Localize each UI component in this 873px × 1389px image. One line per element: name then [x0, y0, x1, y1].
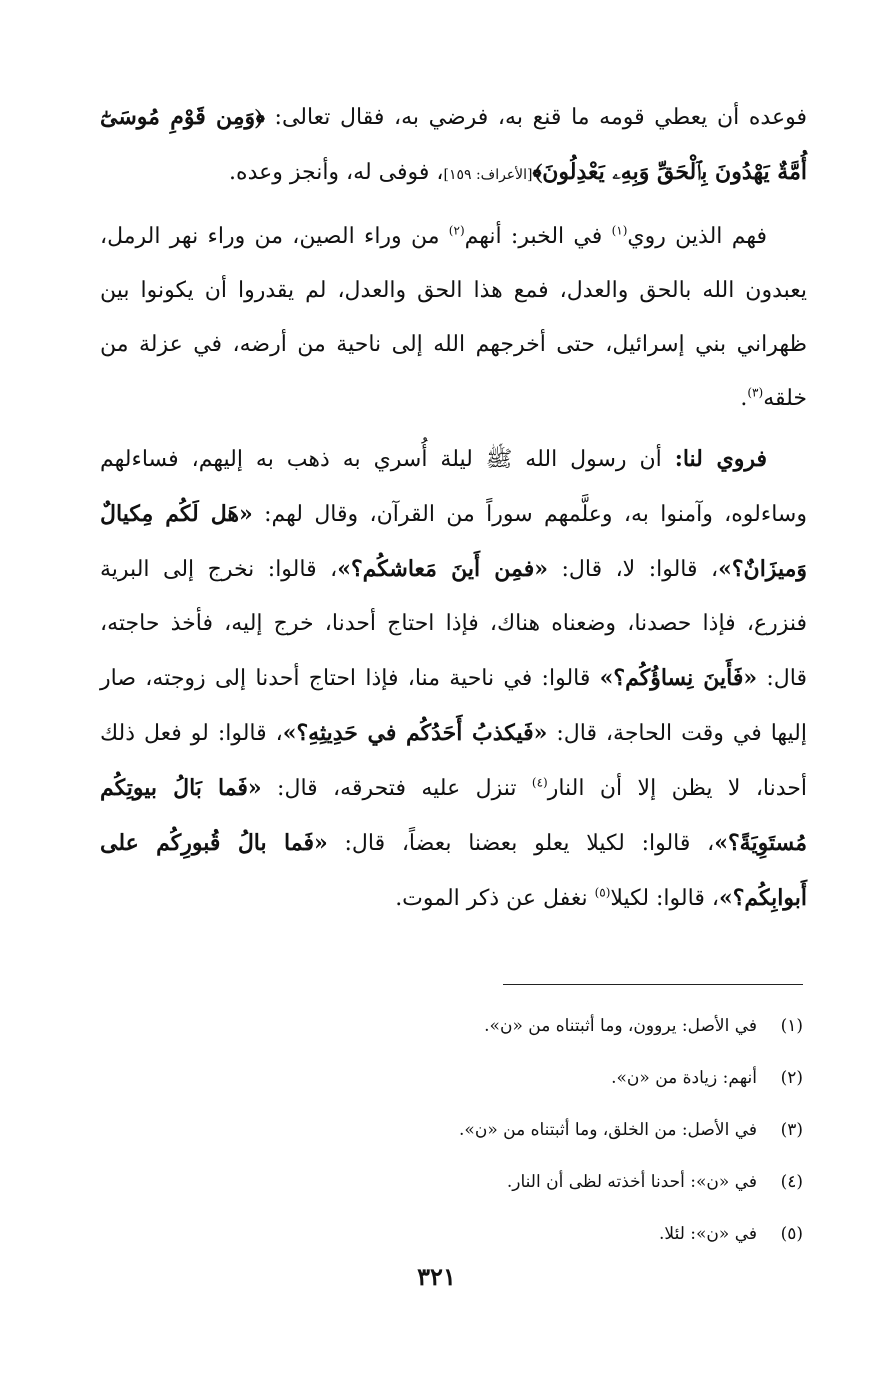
- footnote-1: [100, 1000, 803, 1052]
- paragraph-3-text-d: قالوا: في ناحية منا، فإذا احتاج أحدنا إلى زوجته، صار إليها في وقت الحاجة، قال:: [100, 666, 807, 746]
- paragraph-2-end: .: [740, 386, 748, 411]
- hadith-quote-2: «فمِن أَينَ مَعاشكُم؟»: [337, 556, 548, 582]
- paragraph-1-end: ، فوفى له، وأنجز وعده.: [229, 160, 444, 185]
- hadith-quote-4: «فَيكذبُ أَحَدُكُم في حَدِيثِهِ؟»: [282, 720, 548, 746]
- paragraph-2-text-c: من وراء الصين، من وراء نهر الرمل، يعبدون الله بالحق والعدل، فمع هذا الحق والعدل، لم يقدروا أن يكونوا بين ظهراني بني إسرائيل، حتى أخرجهم الله إلى ناحية من أرضه، في عزلة من خلقه: [100, 224, 807, 411]
- paragraph-3-text-b: ، قالوا: لا، قال:: [547, 557, 719, 582]
- hadith-quote-1: «هَل لَكُم مِكيالٌ وَميزَانٌ؟»: [100, 501, 807, 582]
- paragraph-3-text-h: ، قالوا: لكيلا: [610, 886, 719, 911]
- footnote-separator: [503, 984, 803, 985]
- paragraph-3-text-e: ، قالوا: لو فعل ذلك أحدنا، لا يظن إلا أن النار: [100, 721, 808, 801]
- footnote-marker-4: (٤): [531, 775, 548, 790]
- footnote-5: [100, 1208, 803, 1260]
- hadith-quote-5: «فَما بَالُ بيوتِكُم مُستَوِيَةً؟»: [100, 775, 807, 856]
- paragraph-3-end: نغفل عن ذكر الموت.: [395, 886, 595, 911]
- footnote-3: [100, 1104, 803, 1156]
- paragraph-2-text-b: في الخبر: أنهم: [464, 224, 612, 249]
- paragraph-3-text-a: أن رسول الله ﷺ ليلة أُسري به ذهب به إليهم، فساءلهم وساءلوه، وآمنوا به، وعلَّمهم سوراً من القرآن، وقال لهم:: [100, 447, 807, 527]
- footnote-number: (٤): [780, 1172, 803, 1192]
- hadith-quote-6: «فَما بالُ قُبورِكُم على أَبوابِكُم؟»: [100, 830, 807, 911]
- footnote-2: [100, 1052, 803, 1104]
- footnote-text: في الأصل: من الخلق، وما أثبتناه من «ن».: [459, 1120, 757, 1140]
- paragraph-3-text-g: ، قالوا: لكيلا يعلو بعضنا بعضاً، قال:: [327, 831, 715, 856]
- footnotes-list: [100, 1000, 803, 1260]
- footnote-marker-1: (١): [611, 223, 628, 238]
- verse-reference: [الأعراف: ١٥٩]: [443, 167, 533, 183]
- paragraph-3-text-c: ، قالوا: نخرج إلى البرية فنزرع، فإذا حصدنا، وضعناه هناك، فإذا احتاج أحدنا، خرج إليه، فأخذ حاجته، قال:: [100, 557, 807, 691]
- footnote-text: في «ن»: أحدنا أخذته لظى أن النار.: [506, 1172, 757, 1192]
- footnote-marker-5: (٥): [594, 885, 611, 900]
- footnote-number: (٣): [780, 1120, 803, 1140]
- footnote-number: (١): [780, 1016, 803, 1036]
- paragraph-2-text-a: فهم الذين روي: [627, 224, 767, 249]
- paragraph-1-text: فوعده أن يعطي قومه ما قنع به، فرضي به، فقال تعالى:: [264, 105, 807, 130]
- footnote-text: في الأصل: يروون، وما أثبتناه من «ن».: [484, 1016, 757, 1036]
- footnote-number: (٥): [780, 1224, 803, 1244]
- footnote-marker-2: (٢): [448, 223, 465, 238]
- quran-verse: ﴿وَمِن قَوْمِ مُوسَىٰٓ أُمَّةٌ يَهْدُونَ بِٱلْحَقِّ وَبِهِۦ يَعْدِلُونَ﴾: [100, 104, 807, 185]
- paragraph-3-lead: فروي لنا:: [674, 446, 767, 472]
- hadith-quote-3: «فَأَينَ نِساؤُكُم؟»: [599, 665, 758, 691]
- footnote-text: أنهم: زيادة من «ن».: [611, 1068, 757, 1088]
- footnote-number: (٢): [780, 1068, 803, 1088]
- paragraph-1: [100, 90, 807, 202]
- paragraph-3: [100, 432, 807, 926]
- main-text: [100, 90, 807, 926]
- footnote-marker-3: (٣): [747, 385, 764, 400]
- footnote-4: [100, 1156, 803, 1208]
- paragraph-3-text-f: تنزل عليه فتحرقه، قال:: [261, 776, 532, 801]
- page-number: ٣٢١: [417, 1262, 456, 1291]
- footnote-text: في «ن»: لئلا.: [659, 1224, 757, 1244]
- paragraph-2: [100, 210, 807, 426]
